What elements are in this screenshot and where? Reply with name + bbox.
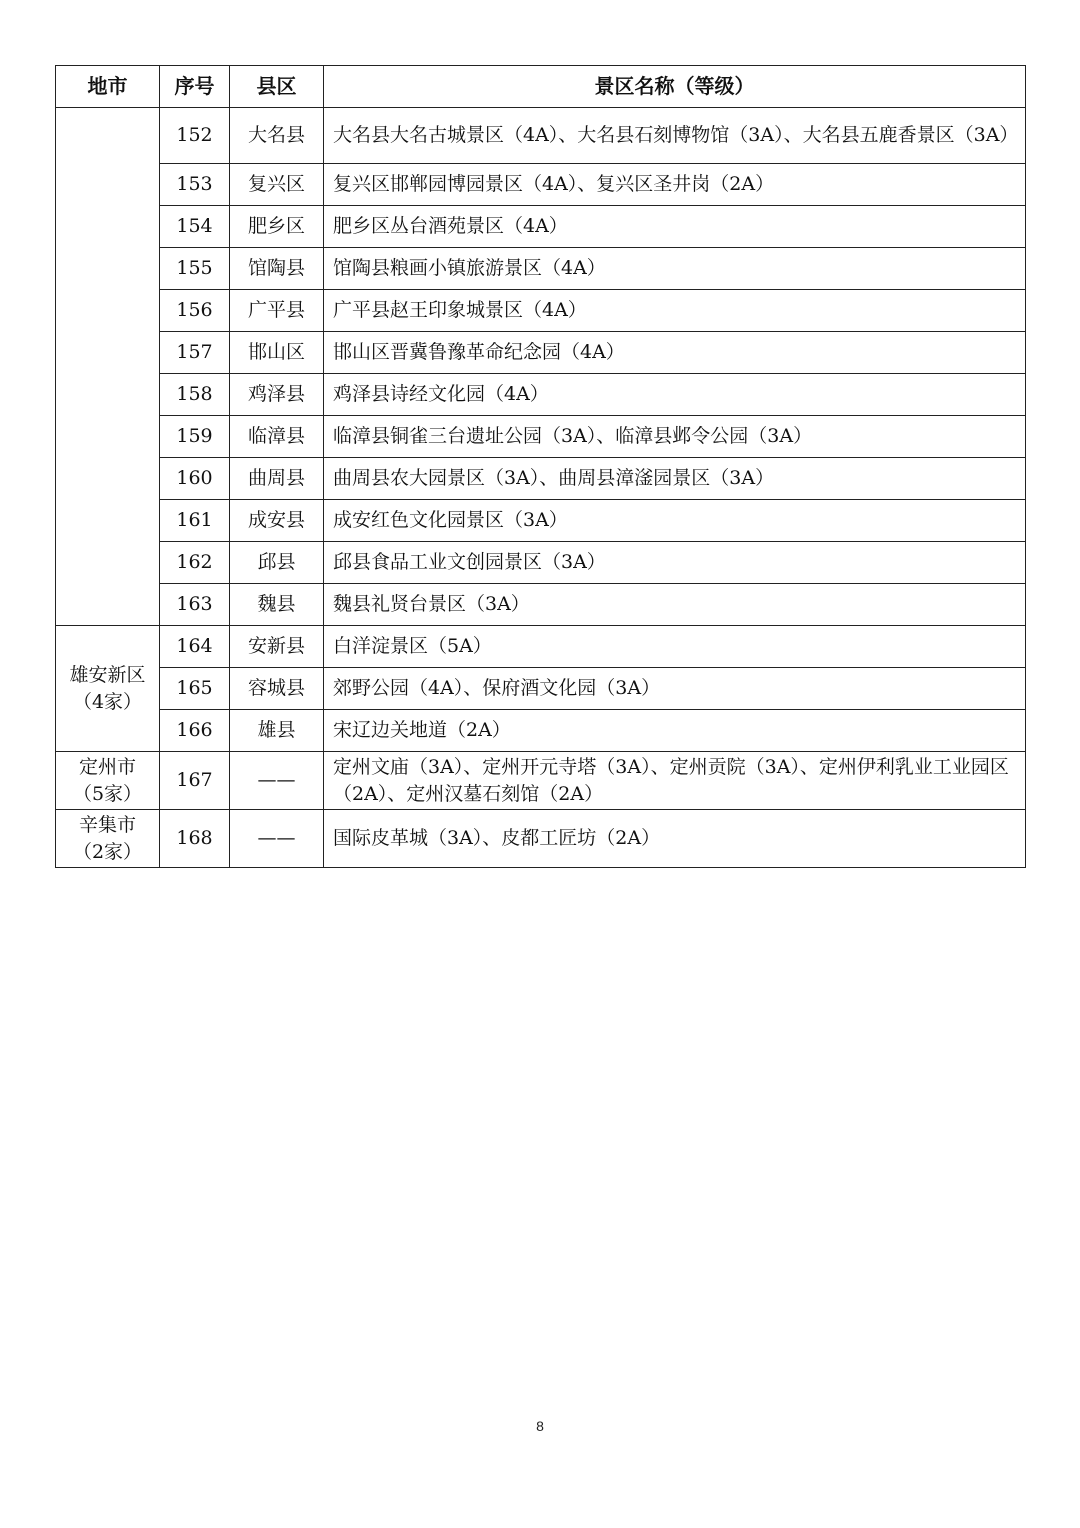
- row-sites: 曲周县农大园景区（3A）、曲周县漳滏园景区（3A）: [324, 458, 1026, 500]
- row-county: 广平县: [230, 290, 324, 332]
- table-header-row: [56, 66, 1026, 108]
- row-number: 155: [160, 248, 230, 290]
- scenic-area-table: [55, 65, 1026, 868]
- row-county: 魏县: [230, 584, 324, 626]
- row-number: 159: [160, 416, 230, 458]
- row-sites: 邱县食品工业文创园景区（3A）: [324, 542, 1026, 584]
- row-sites: 白洋淀景区（5A）: [324, 626, 1026, 668]
- row-sites: 魏县礼贤台景区（3A）: [324, 584, 1026, 626]
- row-sites: 成安红色文化园景区（3A）: [324, 500, 1026, 542]
- row-county: ——: [230, 810, 324, 868]
- page-number: 8: [536, 1418, 544, 1434]
- row-sites: 馆陶县粮画小镇旅游景区（4A）: [324, 248, 1026, 290]
- table-row: [56, 248, 1026, 290]
- table-row: [56, 710, 1026, 752]
- table-row: [56, 542, 1026, 584]
- table-row: [56, 164, 1026, 206]
- row-county: 邯山区: [230, 332, 324, 374]
- row-county: 安新县: [230, 626, 324, 668]
- row-county: 临漳县: [230, 416, 324, 458]
- header-number: 序号: [160, 66, 230, 108]
- row-sites: 定州文庙（3A）、定州开元寺塔（3A）、定州贡院（3A）、定州伊利乳业工业园区（2A）、定州汉墓石刻馆（2A）: [324, 752, 1026, 810]
- row-number: 158: [160, 374, 230, 416]
- row-number: 154: [160, 206, 230, 248]
- row-sites: 大名县大名古城景区（4A）、大名县石刻博物馆（3A）、大名县五鹿香景区（3A）: [324, 108, 1026, 164]
- table-row: [56, 108, 1026, 164]
- row-county: 容城县: [230, 668, 324, 710]
- table-row: [56, 500, 1026, 542]
- table-row: [56, 810, 1026, 868]
- row-county: 肥乡区: [230, 206, 324, 248]
- table-row: [56, 206, 1026, 248]
- row-sites: 邯山区晋冀鲁豫革命纪念园（4A）: [324, 332, 1026, 374]
- row-county: 曲周县: [230, 458, 324, 500]
- row-number: 160: [160, 458, 230, 500]
- row-county: 复兴区: [230, 164, 324, 206]
- table-row: [56, 458, 1026, 500]
- row-county: ——: [230, 752, 324, 810]
- city-cell-xinji: 辛集市（2家）: [56, 810, 160, 868]
- row-sites: 临漳县铜雀三台遗址公园（3A）、临漳县邺令公园（3A）: [324, 416, 1026, 458]
- table-row: [56, 668, 1026, 710]
- row-sites: 国际皮革城（3A）、皮都工匠坊（2A）: [324, 810, 1026, 868]
- row-number: 165: [160, 668, 230, 710]
- row-number: 152: [160, 108, 230, 164]
- row-sites: 鸡泽县诗经文化园（4A）: [324, 374, 1026, 416]
- row-number: 157: [160, 332, 230, 374]
- row-sites: 郊野公园（4A）、保府酒文化园（3A）: [324, 668, 1026, 710]
- row-county: 邱县: [230, 542, 324, 584]
- row-number: 167: [160, 752, 230, 810]
- row-number: 161: [160, 500, 230, 542]
- table-row: [56, 290, 1026, 332]
- row-county: 馆陶县: [230, 248, 324, 290]
- city-cell-xiongan: 雄安新区（4家）: [56, 626, 160, 752]
- row-number: 153: [160, 164, 230, 206]
- row-county: 雄县: [230, 710, 324, 752]
- row-number: 163: [160, 584, 230, 626]
- table-row: [56, 584, 1026, 626]
- table-row: [56, 416, 1026, 458]
- row-number: 166: [160, 710, 230, 752]
- header-city: 地市: [56, 66, 160, 108]
- row-sites: 宋辽边关地道（2A）: [324, 710, 1026, 752]
- city-cell-dingzhou: 定州市（5家）: [56, 752, 160, 810]
- row-county: 成安县: [230, 500, 324, 542]
- row-number: 168: [160, 810, 230, 868]
- header-county: 县区: [230, 66, 324, 108]
- row-county: 大名县: [230, 108, 324, 164]
- row-county: 鸡泽县: [230, 374, 324, 416]
- table-row: [56, 626, 1026, 668]
- table-row: [56, 374, 1026, 416]
- table-row: [56, 332, 1026, 374]
- row-sites: 复兴区邯郸园博园景区（4A）、复兴区圣井岗（2A）: [324, 164, 1026, 206]
- row-number: 164: [160, 626, 230, 668]
- header-site-name: 景区名称（等级）: [324, 66, 1026, 108]
- table-row: [56, 752, 1026, 810]
- row-sites: 广平县赵王印象城景区（4A）: [324, 290, 1026, 332]
- city-cell-blank: [56, 108, 160, 626]
- row-number: 162: [160, 542, 230, 584]
- row-number: 156: [160, 290, 230, 332]
- row-sites: 肥乡区丛台酒苑景区（4A）: [324, 206, 1026, 248]
